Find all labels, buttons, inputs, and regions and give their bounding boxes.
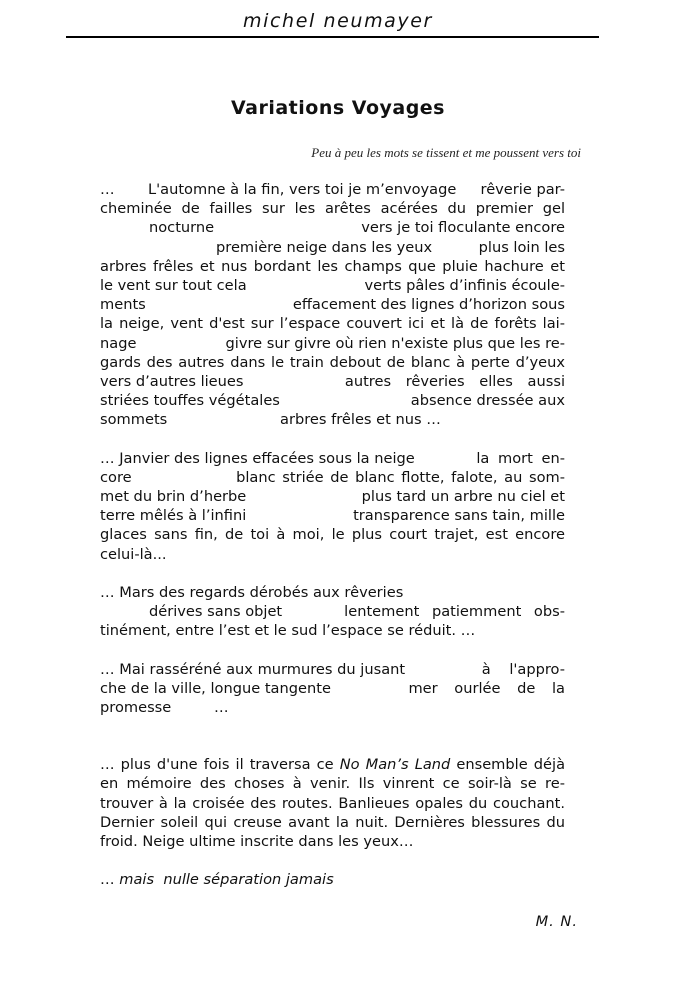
poem-line: [100, 679, 565, 698]
line-segment: dérives sans objet: [149, 603, 283, 621]
poem-line: [100, 698, 565, 717]
poem-line: trouver à la croisée des routes. Banlieues opales du couchant.: [100, 794, 565, 812]
line-segment: transparence sans tain, mille: [353, 507, 565, 525]
line-segment: sommets: [100, 411, 168, 429]
line-segment: absence dressée aux: [410, 392, 565, 410]
poem-line: [100, 487, 565, 506]
poem-line: tinément, entre l’est et le sud l’espace se réduit. …: [100, 622, 476, 640]
line-segment: …: [100, 181, 115, 198]
line-segment: met du brin d’herbe: [100, 488, 247, 505]
line-segment: à l'appro-: [481, 660, 565, 678]
signature: M. N.: [535, 913, 578, 930]
stanza-break: [100, 717, 565, 755]
poem-line: [100, 218, 565, 237]
line-segment: … Janvier des lignes effacées sous la neige: [100, 449, 415, 467]
line-segment: le vent sur tout cela: [100, 276, 247, 294]
line-segment: plus tard un arbre nu ciel et: [361, 488, 565, 505]
poem-line: [100, 372, 565, 391]
line-segment: plus loin les: [478, 238, 565, 256]
running-header-author: michel neumayer: [243, 10, 433, 32]
header-rule: [66, 36, 599, 38]
poem-line: celui-là...: [100, 545, 167, 563]
line-segment: blanc striée de blanc flotte, falote, au som-: [236, 468, 565, 486]
poem-line: … Mars des regards dérobés aux rêveries: [100, 583, 404, 601]
line-segment: core: [100, 468, 132, 486]
poem-line: Dernier soleil qui creuse avant la nuit. Dernières blessures du: [100, 813, 565, 831]
line-segment: nocturne: [149, 219, 215, 237]
poem-line: la neige, vent d'est sur l’espace couvert ici et là de forêts lai-: [100, 315, 565, 333]
poem-line: [100, 238, 565, 257]
poem-line: [100, 391, 565, 410]
closing-line: [100, 870, 565, 889]
poem-line: glaces sans fin, de toi à moi, le plus court trajet, est encore: [100, 526, 565, 544]
epigraph: Peu à peu les mots se tissent et me poussent vers toi: [311, 145, 581, 160]
line-segment: la mort en-: [476, 449, 565, 467]
poem-line: [100, 334, 565, 353]
poem-line: [100, 660, 565, 679]
line-segment: promesse: [100, 699, 172, 717]
ellipsis: …: [100, 871, 115, 889]
poem-line: cheminée de failles sur les arêtes acérées du premier gel: [100, 200, 565, 218]
line-segment: nage: [100, 334, 137, 352]
line-segment: lentement patiemment obs-: [344, 603, 565, 621]
line-segment: autres rêveries elles aussi: [344, 372, 565, 390]
poem-line: arbres frêles et nus bordant les champs que pluie hachure et: [100, 257, 565, 275]
poem-line: [100, 506, 565, 525]
line-segment: … plus d'une fois il traversa ce: [100, 756, 334, 774]
stanza-march: [100, 583, 565, 641]
stanza-break: [100, 429, 565, 448]
line-segment: che de la ville, longue tangente: [100, 679, 331, 697]
line-segment: arbres frêles et nus …: [280, 411, 441, 429]
poem-line: [100, 468, 565, 487]
stanza-may: [100, 660, 565, 718]
line-segment: mer ourlée de la: [408, 679, 565, 697]
stanza-no-mans-land: [100, 755, 565, 851]
line-segment: verts pâles d’infinis écoule-: [364, 276, 565, 294]
line-segment: vers d’autres lieues: [100, 372, 244, 390]
line-segment: effacement des lignes d’horizon sous: [292, 296, 565, 314]
poem-line: [100, 180, 565, 199]
stanza-break: [100, 851, 565, 870]
poem-line: [100, 276, 565, 295]
poem-title: Variations Voyages: [230, 97, 445, 119]
poem-line: froid. Neige ultime inscrite dans les yeux…: [100, 833, 414, 850]
line-segment: striées touffes végétales: [100, 392, 280, 410]
stanza-break: [100, 564, 565, 583]
poem-line: [100, 755, 565, 774]
stanza-january: [100, 449, 565, 564]
line-segment: première neige dans les yeux: [216, 238, 433, 256]
line-segment: ments: [100, 296, 146, 314]
poem-line: en mémoire des choses à venir. Ils vinrent ce soir-là se re-: [100, 775, 565, 793]
line-segment: … Mai rasséréné aux murmures du jusant: [100, 660, 406, 678]
emphasis-no-mans-land: No Man’s Land: [339, 756, 451, 774]
poem-line: [100, 410, 565, 429]
stanza-autumn: [100, 180, 565, 429]
line-segment: vers je toi floculante encore: [361, 219, 565, 237]
line-segment: L'automne à la fin, vers toi je m’envoyage: [148, 181, 457, 198]
line-segment: givre sur givre où rien n'existe plus que les re-: [225, 334, 565, 352]
line-segment: rêverie par-: [480, 181, 565, 198]
line-segment: …: [214, 699, 229, 717]
poem-line: [100, 295, 565, 314]
poem-body: [100, 180, 565, 890]
poem-line: [100, 602, 565, 621]
poem-line: gards des autres dans le train debout de blanc à perte d’yeux: [100, 353, 565, 371]
line-segment: ensemble déjà: [456, 756, 566, 774]
poem-line: [100, 449, 565, 468]
stanza-break: [100, 641, 565, 660]
line-segment: terre mêlés à l’infini: [100, 507, 247, 525]
closing-text: mais nulle séparation jamais: [119, 871, 334, 889]
